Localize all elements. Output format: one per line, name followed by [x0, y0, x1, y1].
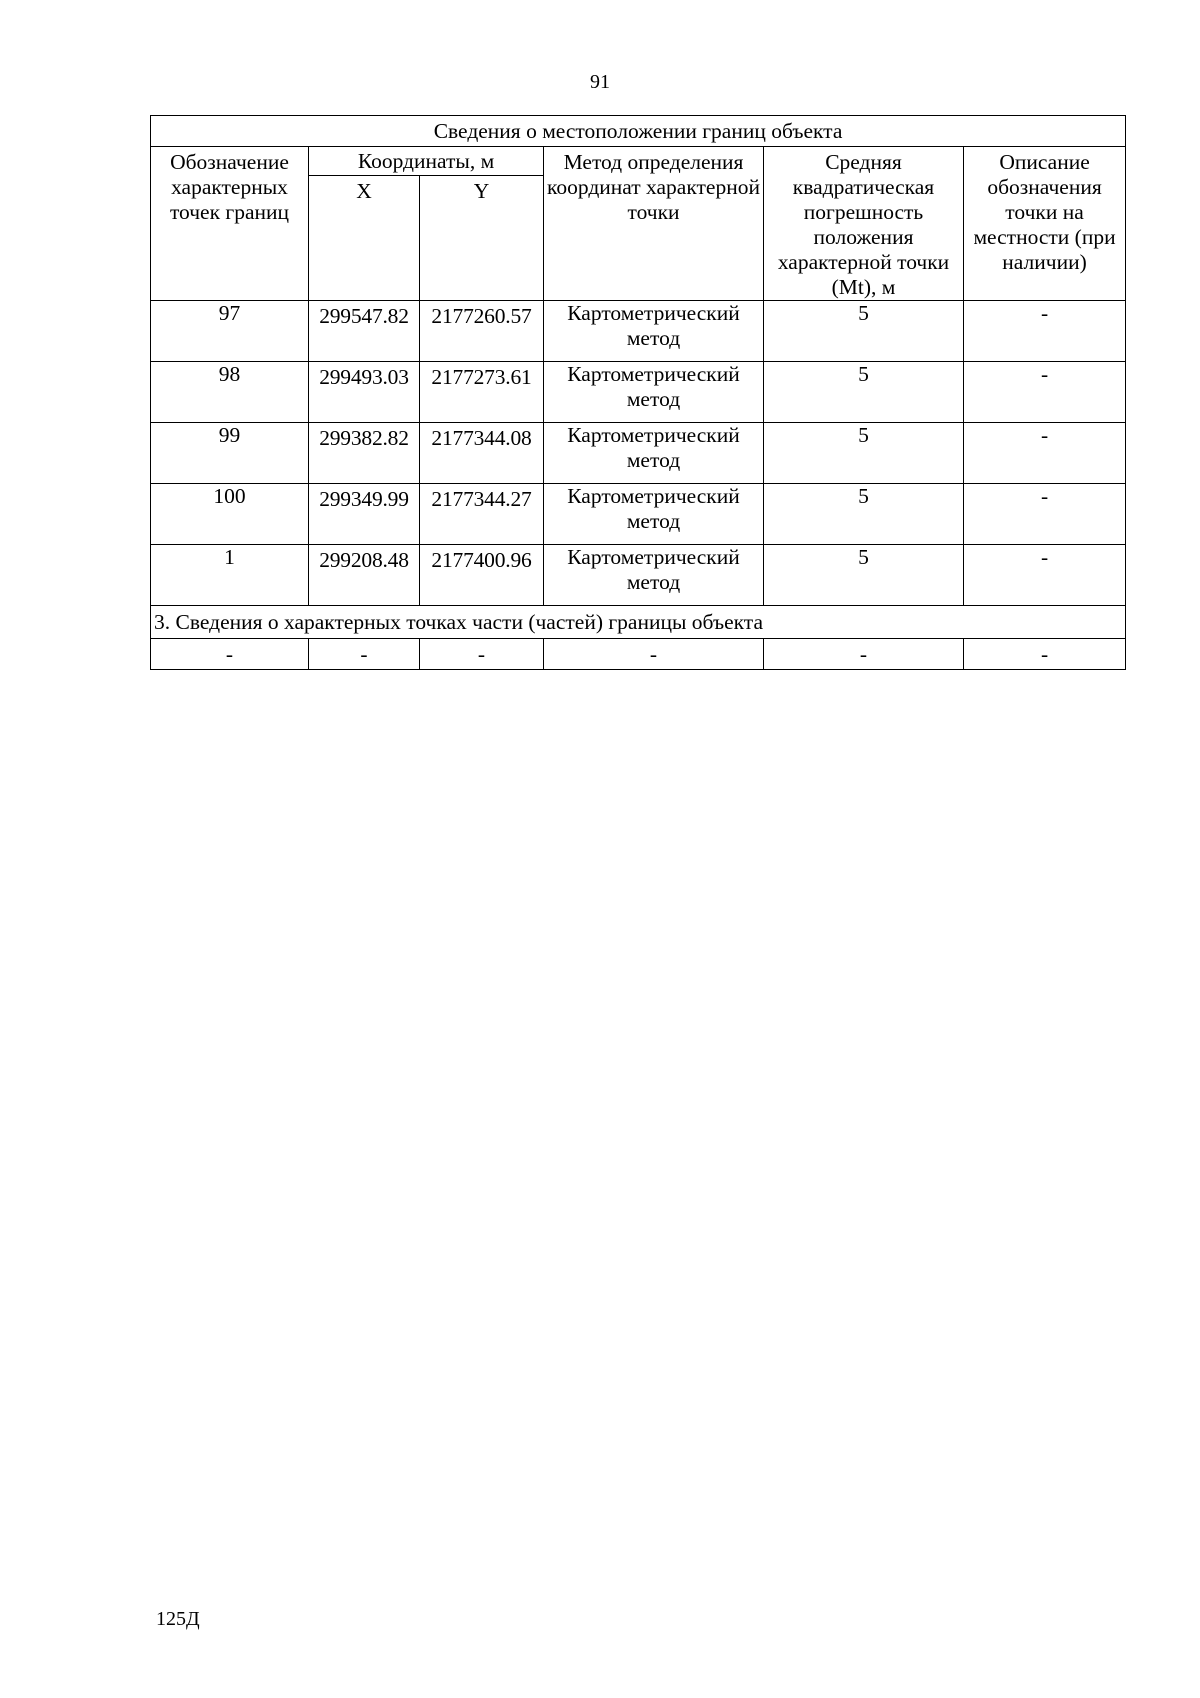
page-number: 91 [590, 71, 610, 93]
y-cell: 2177273.61 [420, 362, 544, 423]
header-description: Описание обозначения точки на местности (при наличии) [964, 147, 1126, 301]
header-x: X [309, 176, 420, 301]
description-cell: - [964, 423, 1126, 484]
point-cell: 99 [151, 423, 309, 484]
description-cell: - [964, 362, 1126, 423]
point-cell: 98 [151, 362, 309, 423]
method-cell: Картометрический метод [544, 301, 764, 362]
dash-cell: - [309, 639, 420, 670]
x-cell: 299493.03 [309, 362, 420, 423]
error-cell: 5 [764, 362, 964, 423]
header-y: Y [420, 176, 544, 301]
method-cell: Картометрический метод [544, 484, 764, 545]
header-designation: Обозначение характерных точек границ [151, 147, 309, 301]
table-row [151, 301, 1126, 362]
dash-cell: - [764, 639, 964, 670]
x-cell: 299349.99 [309, 484, 420, 545]
method-cell: Картометрический метод [544, 545, 764, 606]
error-cell: 5 [764, 545, 964, 606]
table-row [151, 423, 1126, 484]
x-cell: 299382.82 [309, 423, 420, 484]
table-row [151, 545, 1126, 606]
y-cell: 2177400.96 [420, 545, 544, 606]
description-cell: - [964, 484, 1126, 545]
point-cell: 97 [151, 301, 309, 362]
point-cell: 1 [151, 545, 309, 606]
y-cell: 2177260.57 [420, 301, 544, 362]
error-cell: 5 [764, 423, 964, 484]
x-cell: 299208.48 [309, 545, 420, 606]
header-coordinates: Координаты, м [309, 147, 544, 176]
dash-cell: - [151, 639, 309, 670]
description-cell: - [964, 301, 1126, 362]
table-title: Сведения о местоположении границ объекта [151, 116, 1126, 147]
dash-cell: - [964, 639, 1126, 670]
point-cell: 100 [151, 484, 309, 545]
header-method: Метод определения координат характерной точки [544, 147, 764, 301]
section-3-title: 3. Сведения о характерных точках части (частей) границы объекта [151, 606, 1126, 639]
dash-cell: - [544, 639, 764, 670]
boundary-coordinates-table [150, 115, 1126, 670]
y-cell: 2177344.08 [420, 423, 544, 484]
table-row [151, 362, 1126, 423]
method-cell: Картометрический метод [544, 423, 764, 484]
method-cell: Картометрический метод [544, 362, 764, 423]
dash-cell: - [420, 639, 544, 670]
table-row [151, 484, 1126, 545]
x-cell: 299547.82 [309, 301, 420, 362]
section-3-row [151, 639, 1126, 670]
header-error: Средняя квадратическая погрешность положения характерной точки (Mt), м [764, 147, 964, 301]
y-cell: 2177344.27 [420, 484, 544, 545]
error-cell: 5 [764, 484, 964, 545]
document-code: 125Д [156, 1608, 200, 1630]
description-cell: - [964, 545, 1126, 606]
error-cell: 5 [764, 301, 964, 362]
